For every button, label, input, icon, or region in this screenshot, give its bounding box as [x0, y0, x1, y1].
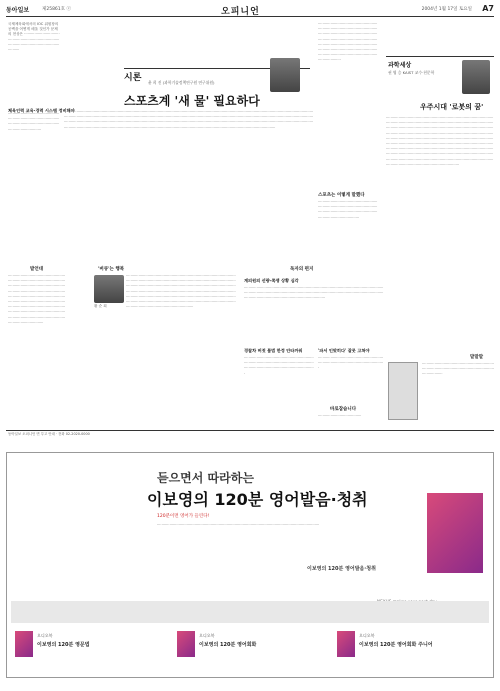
science-label: 과학세상 [388, 62, 412, 69]
ad-product-2-title: 이보영의 120분 영어회화 [199, 642, 257, 648]
letter-body-2: ························································································································································································ [244, 356, 314, 376]
column-label: 시론 [124, 73, 142, 83]
footer-rule [6, 430, 494, 431]
reader-label: 발언대 [30, 267, 44, 272]
ad-product-1-cover [15, 631, 33, 657]
science-photo [462, 60, 490, 94]
column-author: 윤 희 진 (과학기술정책연구원 연구위원) [148, 80, 215, 85]
ad-product-3-cover [337, 631, 355, 657]
ad-product-2[interactable] [177, 629, 327, 675]
ad-book-cover [427, 493, 483, 573]
reader-body: ································································································································································································································································································································································································································································································· [8, 274, 66, 325]
cartoon-image [388, 362, 418, 420]
paper-name: 동아일보 [6, 7, 30, 14]
ad-book-label: 이보영의 120분 영어발음·청취 [307, 566, 376, 572]
intro-column-text-2: ···································································································································································· [8, 112, 60, 132]
column-headline: 스포츠계 '새 물' 필요하다 [124, 94, 260, 108]
editorial-mid-text: ································································································································································································································································································································································································ [318, 22, 378, 63]
ad-product-2-cover [177, 631, 195, 657]
ad-product-2-label: 오디오북 [199, 633, 215, 638]
happiness-body: ··························································································································································································································································································································································································································································································································································································································································· [126, 274, 236, 310]
editorial-mid-text-2: ································································································································································································ [318, 200, 378, 220]
ad-product-3-label: 오디오북 [359, 633, 375, 638]
column-subhead: 체육인력 교육·경력 시스템 정비해야 [8, 108, 75, 113]
columnist-photo [270, 58, 300, 92]
editorial-mid-head: 스포츠는 이렇게 말했다 [318, 193, 365, 198]
issue-number: 제25861호 ⓒ [42, 7, 71, 12]
page-header [6, 3, 494, 17]
corrections-label: 바로잡습니다 [330, 407, 357, 412]
corrections-body: ······································ [318, 414, 362, 418]
cartoon-body: ················································································································································ [422, 362, 494, 377]
letter-title-3: '파서 인맞히다' 잘못 고쳐야 [318, 348, 370, 353]
ad-copy: ·············································································································································· [157, 523, 320, 527]
happiness-photo [94, 275, 124, 303]
ad-banner[interactable] [6, 452, 494, 678]
column-body: ······································································································································································································································································································································································································································································································································································································································································································································································································································································· [64, 110, 314, 130]
ad-product-1[interactable] [15, 629, 165, 675]
ad-title: 이보영의 120분 영어발음·청취 [147, 490, 368, 509]
science-body: ·············································································································································································································································································································································································································································································································································································································································································································································································································································································································································· [386, 116, 494, 167]
page-number: A7 [482, 4, 494, 13]
letter-title-2: 경찰차 버젓 불법 한정 안타까워 [244, 348, 303, 353]
science-author: 권 영 승 KAIST 교수·천문학 [388, 70, 435, 75]
letters-label: 독자의 편지 [290, 267, 314, 272]
letter-body-3: ··················································································································· [318, 356, 384, 371]
cartoon-label: 말말말 [470, 355, 484, 360]
ad-bottom-band [11, 601, 489, 623]
ad-slogan: 듣으면서 따라하는 [157, 471, 254, 485]
ad-product-1-title: 이보영의 120분 영문법 [37, 642, 90, 648]
science-top-rule [386, 56, 494, 57]
happiness-author: 황 순 희 [94, 304, 107, 308]
section-title: 오피니언 [221, 7, 260, 17]
letter-title-1: 계의원의 선량-쪽쟁 상황 심각 [244, 278, 299, 283]
ad-product-3-title: 이보영의 120분 영어회화 주니어 [359, 642, 433, 648]
science-headline: 우주시대 '로봇의 꿈' [420, 103, 484, 111]
ad-subtitle: 120분이면 영어가 들린다! [157, 514, 210, 519]
happiness-label: '버큐'는 행복 [98, 267, 125, 272]
footer-note: 동아일보 오피니언 면 투고 안내 · 전화 02-2020-0000 [8, 432, 90, 436]
date: 2004년 1월 17일 토요일 [421, 7, 472, 12]
ad-product-1-label: 오디오북 [37, 633, 53, 638]
ad-product-3[interactable] [337, 629, 487, 675]
letter-body-1: ··························································································································································································································································································································· [244, 286, 384, 301]
intro-column-text: 국제체육회에서의 IOC 위원장의 공백을 어떻게 메울 것인가 문제의 현상은 ··································································································································· [8, 22, 60, 53]
